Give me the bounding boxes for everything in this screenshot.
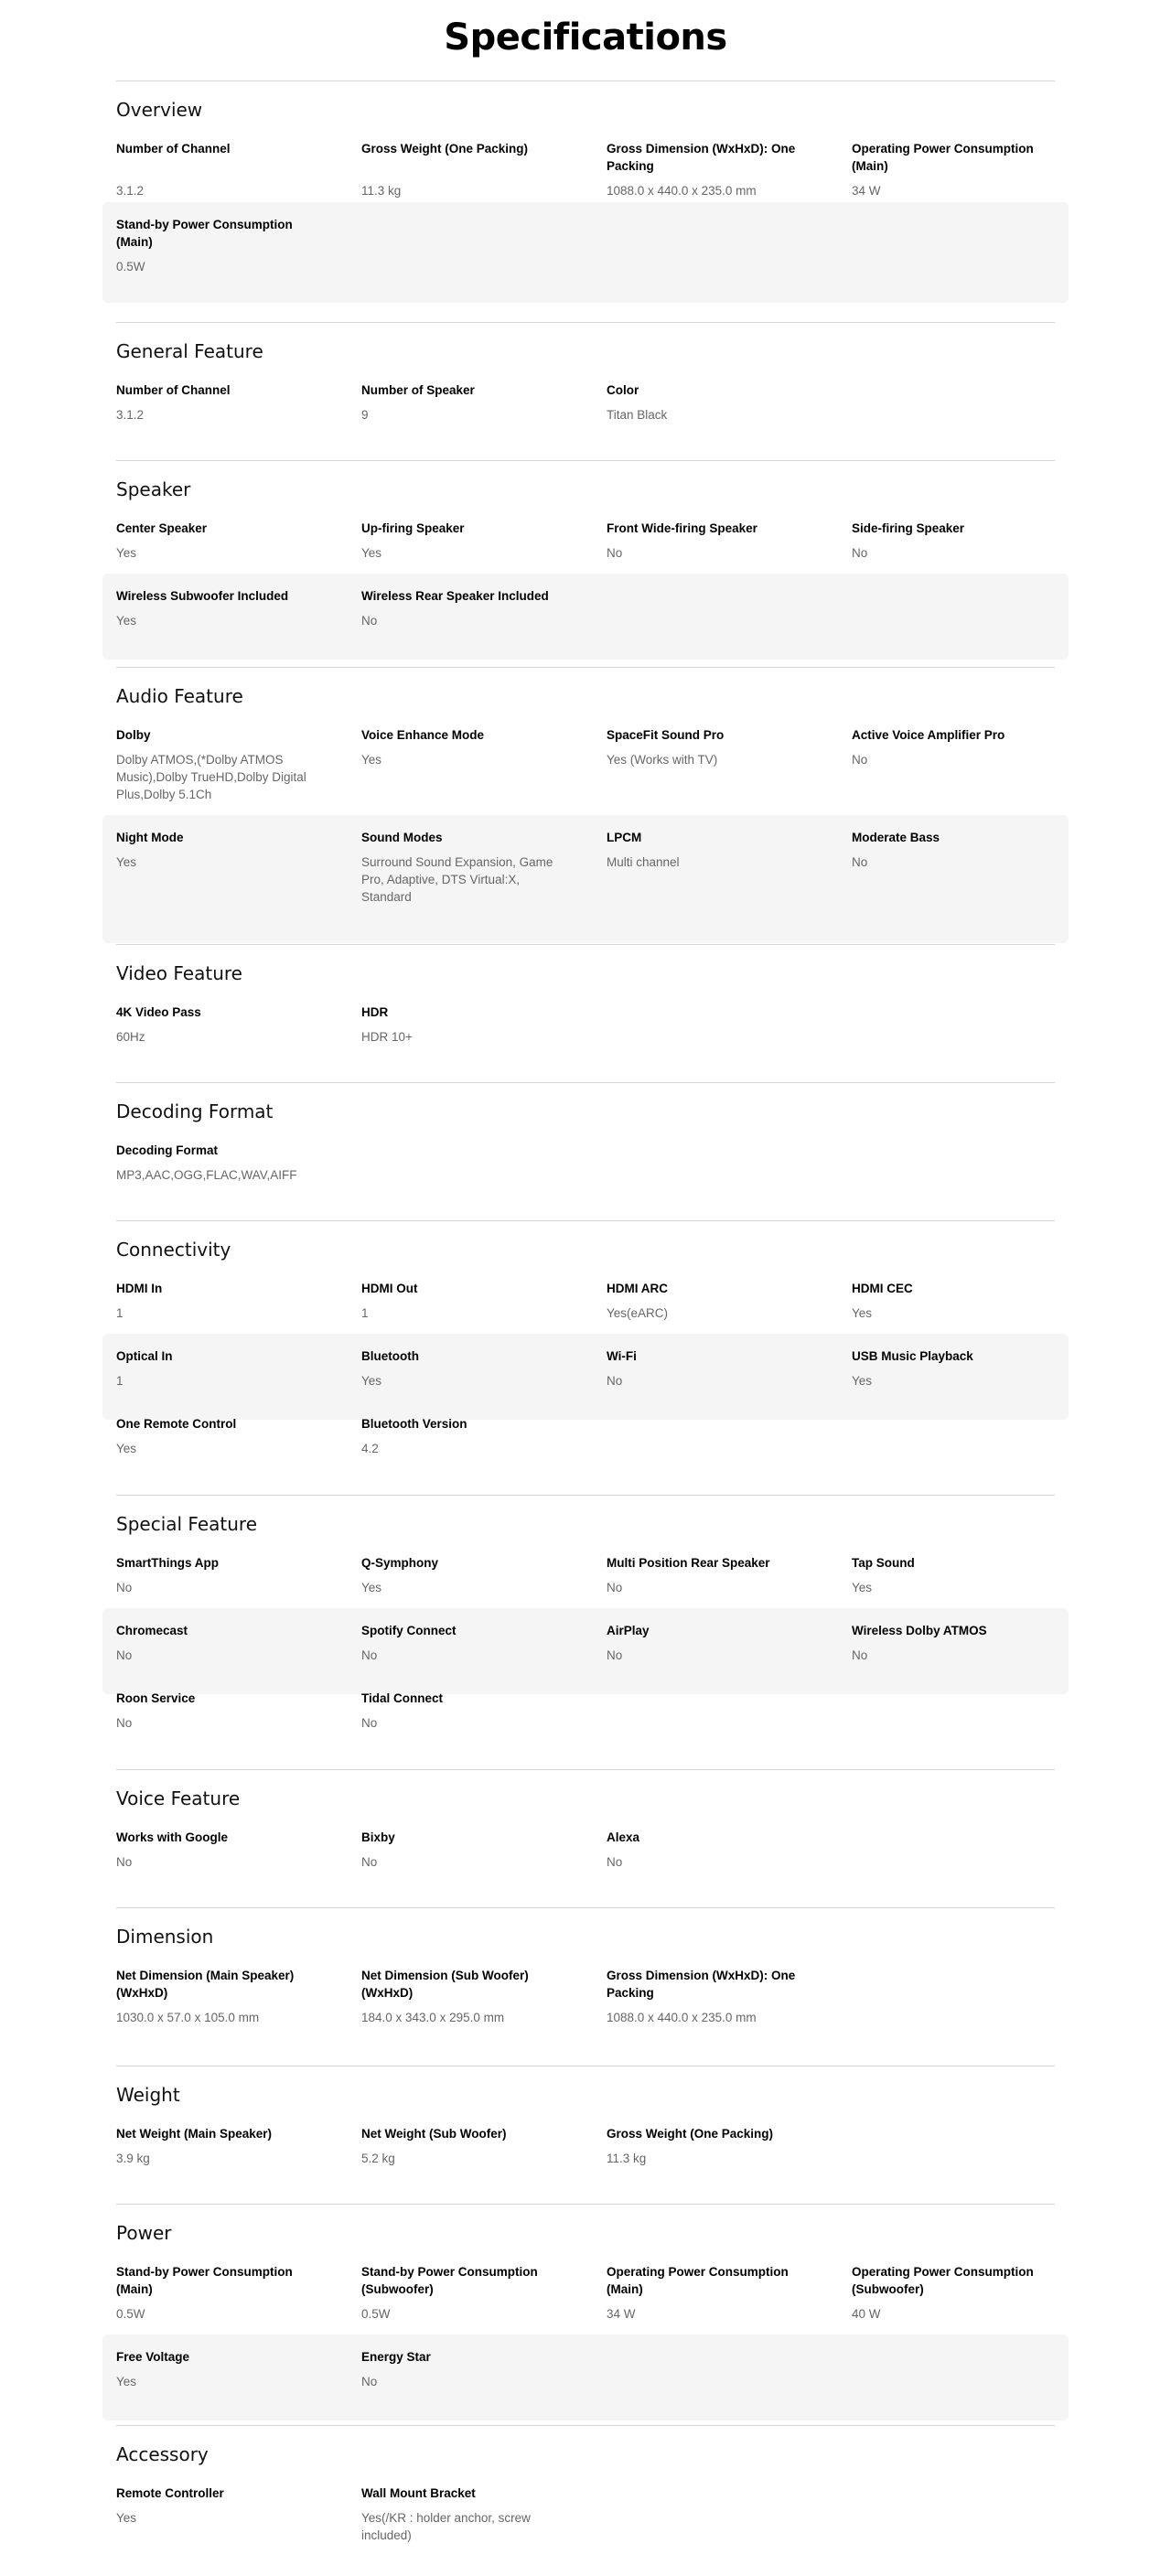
spec-value: Yes <box>361 1374 382 1388</box>
spec-value: Titan Black <box>607 408 668 422</box>
spec-label: Operating Power Consumption (Subwoofer) <box>852 2265 1034 2296</box>
spec-label: Bixby <box>361 1830 395 1844</box>
spec-label: Gross Dimension (WxHxD): One Packing <box>607 142 796 173</box>
spec-label: Gross Weight (One Packing) <box>607 2127 774 2141</box>
section-title: Audio Feature <box>116 685 243 707</box>
spec-label: 4K Video Pass <box>116 1005 201 1019</box>
spec-label: Wireless Rear Speaker Included <box>361 589 549 603</box>
spec-row <box>102 990 1069 1076</box>
spec-value: No <box>852 1648 868 1662</box>
spec-section-decoding-format <box>116 1082 1055 1182</box>
spec-label: Works with Google <box>116 1830 229 1844</box>
spec-value: No <box>361 1855 378 1869</box>
spec-value: 11.3 kg <box>361 184 402 198</box>
spec-value: Multi channel <box>607 855 680 869</box>
spec-label: LPCM <box>607 831 642 844</box>
spec-value: HDR 10+ <box>361 1030 413 1044</box>
spec-value: No <box>116 1716 133 1730</box>
spec-value: Yes <box>116 614 137 628</box>
section-title: Speaker <box>116 478 191 500</box>
spec-value: 1088.0 x 440.0 x 235.0 mm <box>607 184 757 198</box>
spec-value: 1030.0 x 57.0 x 105.0 mm <box>116 2011 260 2024</box>
spec-label: HDMI In <box>116 1282 163 1295</box>
spec-value: Dolby ATMOS,(*Dolby ATMOS Music),Dolby TrueHD,Dolby Digital Plus,Dolby 5.1Ch <box>116 753 306 801</box>
spec-label: Tidal Connect <box>361 1691 444 1705</box>
spec-label: Roon Service <box>116 1691 196 1705</box>
spec-value: No <box>361 2375 378 2388</box>
spec-label: Wi-Fi <box>607 1349 637 1363</box>
spec-value: Yes <box>116 1442 137 1455</box>
spec-value: 1 <box>116 1306 124 1320</box>
spec-label: Wall Mount Bracket <box>361 2486 476 2500</box>
spec-value: 34 W <box>852 184 881 198</box>
spec-label: Up-firing Speaker <box>361 521 465 535</box>
spec-value: 34 W <box>607 2307 636 2321</box>
spec-section-audio-feature <box>116 667 1055 904</box>
spec-value: 40 W <box>852 2307 881 2321</box>
spec-value: Yes <box>361 546 382 560</box>
spec-value: Yes(eARC) <box>607 1306 669 1320</box>
spec-value: MP3,AAC,OGG,FLAC,WAV,AIFF <box>116 1168 297 1182</box>
spec-value: No <box>852 546 868 560</box>
spec-value: 5.2 kg <box>361 2152 395 2165</box>
spec-label: Q-Symphony <box>361 1556 439 1570</box>
spec-section-overview <box>116 80 1055 274</box>
spec-row <box>102 1815 1069 1901</box>
spec-label: Tap Sound <box>852 1556 915 1570</box>
spec-section-dimension <box>116 1907 1055 2024</box>
spec-section-general-feature <box>116 322 1055 422</box>
spec-label: HDMI ARC <box>607 1282 668 1295</box>
spec-label: Night Mode <box>116 831 184 844</box>
spec-value: No <box>361 1648 378 1662</box>
spec-label: Net Dimension (Sub Woofer) (WxHxD) <box>361 1969 529 2000</box>
spec-label: Voice Enhance Mode <box>361 728 485 742</box>
spec-value: 1 <box>116 1374 124 1388</box>
spec-label: AirPlay <box>607 1624 650 1637</box>
section-title: General Feature <box>116 340 263 362</box>
spec-section-connectivity <box>116 1220 1055 1455</box>
spec-section-speaker <box>116 460 1055 628</box>
spec-value: No <box>361 614 378 628</box>
section-title: Overview <box>116 99 203 121</box>
spec-row <box>102 1128 1069 1214</box>
spec-value: No <box>116 1581 133 1594</box>
spec-label: Optical In <box>116 1349 173 1363</box>
spec-label: HDMI CEC <box>852 1282 913 1295</box>
spec-value: No <box>607 1855 623 1869</box>
spec-value: Surround Sound Expansion, Game Pro, Adaptive, DTS Virtual:X, Standard <box>361 855 553 904</box>
spec-label: Alexa <box>607 1830 640 1844</box>
spec-label: HDR <box>361 1005 389 1019</box>
spec-label: Energy Star <box>361 2350 431 2364</box>
spec-row <box>102 815 1069 943</box>
spec-label: USB Music Playback <box>852 1349 973 1363</box>
spec-label: SmartThings App <box>116 1556 220 1570</box>
section-title: Connectivity <box>116 1239 231 1261</box>
spec-label: Bluetooth <box>361 1349 419 1363</box>
spec-value: No <box>607 546 623 560</box>
page-title: Specifications <box>444 16 727 59</box>
spec-label: Stand-by Power Consumption (Main) <box>116 218 293 249</box>
spec-value: Yes <box>116 2511 137 2525</box>
spec-section-accessory <box>116 2425 1055 2542</box>
spec-value: 1 <box>361 1306 369 1320</box>
spec-label: Number of Channel <box>116 383 231 397</box>
spec-value: 3.1.2 <box>116 184 145 198</box>
spec-label: Number of Speaker <box>361 383 475 397</box>
spec-label: Active Voice Amplifier Pro <box>852 728 1005 742</box>
section-title: Power <box>116 2222 172 2244</box>
spec-label: Number of Channel <box>116 142 231 156</box>
spec-section-video-feature <box>116 944 1055 1044</box>
spec-row <box>102 2471 1069 2557</box>
section-title: Dimension <box>116 1926 214 1948</box>
spec-label: Sound Modes <box>361 831 443 844</box>
spec-value: Yes <box>361 753 382 767</box>
spec-label: Wireless Dolby ATMOS <box>852 1624 987 1637</box>
spec-value: Yes (Works with TV) <box>607 753 718 767</box>
spec-label: Front Wide-firing Speaker <box>607 521 757 535</box>
spec-value: Yes <box>852 1374 873 1388</box>
spec-label: Spotify Connect <box>361 1624 457 1637</box>
spec-label: Chromecast <box>116 1624 188 1637</box>
spec-value: Yes <box>116 2375 137 2388</box>
spec-value: 60Hz <box>116 1030 145 1044</box>
spec-label: Free Voltage <box>116 2350 190 2364</box>
spec-value: 0.5W <box>116 260 145 274</box>
spec-label: Gross Weight (One Packing) <box>361 142 529 156</box>
spec-label: SpaceFit Sound Pro <box>607 728 725 742</box>
spec-label: Gross Dimension (WxHxD): One Packing <box>607 1969 796 2000</box>
spec-value: 9 <box>361 408 369 422</box>
spec-label: Net Dimension (Main Speaker) (WxHxD) <box>116 1969 295 2000</box>
spec-row <box>102 202 1069 303</box>
spec-label: One Remote Control <box>116 1417 237 1431</box>
spec-label: Decoding Format <box>116 1143 219 1157</box>
spec-value: Yes <box>852 1306 873 1320</box>
section-title: Accessory <box>116 2443 209 2465</box>
spec-value: 184.0 x 343.0 x 295.0 mm <box>361 2011 505 2024</box>
spec-label: Net Weight (Main Speaker) <box>116 2127 273 2141</box>
spec-value: No <box>852 855 868 869</box>
spec-value: Yes <box>361 1581 382 1594</box>
spec-row <box>102 368 1069 454</box>
spec-value: 4.2 <box>361 1442 379 1455</box>
spec-row <box>102 2111 1069 2197</box>
spec-value: No <box>361 1716 378 1730</box>
section-title: Weight <box>116 2084 180 2106</box>
spec-label: Net Weight (Sub Woofer) <box>361 2127 507 2141</box>
spec-label: Stand-by Power Consumption (Main) <box>116 2265 293 2296</box>
spec-value: No <box>607 1374 623 1388</box>
spec-value: No <box>852 753 868 767</box>
spec-value: 1088.0 x 440.0 x 235.0 mm <box>607 2011 757 2024</box>
spec-section-special-feature <box>116 1495 1055 1730</box>
spec-value: No <box>116 1855 133 1869</box>
spec-label: Bluetooth Version <box>361 1417 467 1431</box>
spec-label: Moderate Bass <box>852 831 940 844</box>
spec-value: Yes <box>116 855 137 869</box>
spec-label: Remote Controller <box>116 2486 224 2500</box>
spec-row <box>102 2334 1069 2420</box>
spec-value: No <box>116 1648 133 1662</box>
spec-value: Yes(/KR : holder anchor, screw included) <box>361 2511 531 2542</box>
spec-row <box>102 1676 1069 1762</box>
section-title: Decoding Format <box>116 1100 274 1122</box>
spec-section-power <box>116 2204 1055 2388</box>
spec-label: Dolby <box>116 728 151 742</box>
section-title: Video Feature <box>116 962 242 984</box>
spec-value: Yes <box>852 1581 873 1594</box>
spec-row <box>102 1953 1069 2054</box>
section-title: Special Feature <box>116 1513 257 1535</box>
spec-section-voice-feature <box>116 1769 1055 1869</box>
spec-label: Wireless Subwoofer Included <box>116 589 289 603</box>
spec-label: Side-firing Speaker <box>852 521 965 535</box>
spec-label: Operating Power Consumption (Main) <box>852 142 1034 173</box>
spec-value: 0.5W <box>361 2307 391 2321</box>
spec-label: HDMI Out <box>361 1282 418 1295</box>
spec-row <box>102 1401 1069 1487</box>
spec-value: 11.3 kg <box>607 2152 647 2165</box>
spec-label: Operating Power Consumption (Main) <box>607 2265 789 2296</box>
spec-label: Center Speaker <box>116 521 208 535</box>
spec-value: 0.5W <box>116 2307 145 2321</box>
spec-label: Stand-by Power Consumption (Subwoofer) <box>361 2265 538 2296</box>
spec-row <box>102 574 1069 660</box>
spec-value: Yes <box>116 546 137 560</box>
spec-label: Color <box>607 383 639 397</box>
spec-label: Multi Position Rear Speaker <box>607 1556 770 1570</box>
spec-value: No <box>607 1581 623 1594</box>
spec-value: 3.9 kg <box>116 2152 150 2165</box>
spec-value: No <box>607 1648 623 1662</box>
spec-value: 3.1.2 <box>116 408 145 422</box>
section-title: Voice Feature <box>116 1787 241 1809</box>
